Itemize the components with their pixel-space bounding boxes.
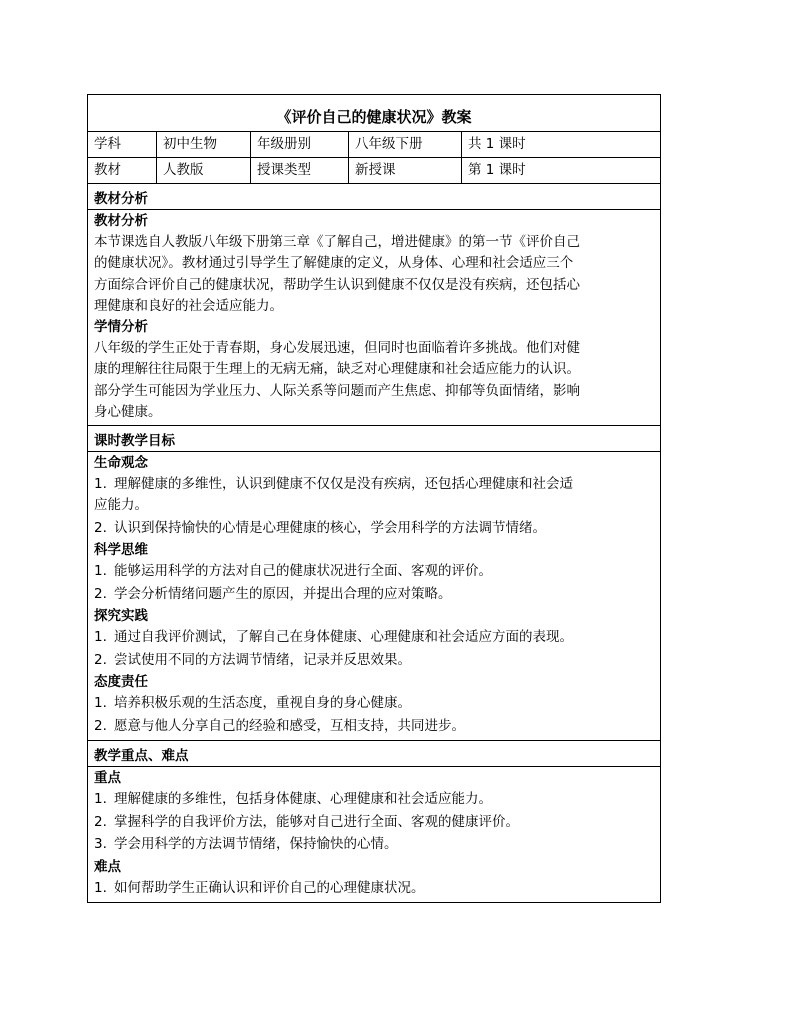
keypoint-item: 1. 理解健康的多维性，包括身体健康、心理健康和社会适应能力。 (94, 791, 492, 808)
document-title: 《评价自己的健康状况》教案 (88, 95, 660, 132)
objective-item: 1. 理解健康的多维性，认识到健康不仅仅是没有疾病，还包括心理健康和社会适 应能力。 (94, 476, 573, 514)
keypoints-section (88, 741, 660, 902)
grade-label: 年级册别 (251, 132, 349, 157)
objective-item: 1. 培养积极乐观的生活态度，重视自身的身心健康。 (94, 695, 411, 712)
grade-value: 八年级下册 (349, 132, 462, 157)
objective-group-title: 生命观念 (94, 455, 148, 472)
current-period: 第 1 课时 (468, 162, 526, 178)
objective-item: 2. 愿意与他人分享自己的经验和感受，互相支持，共同进步。 (94, 717, 465, 734)
textbook-analysis-text: 本节课选自人教版八年级下册第三章《了解自己，增进健康》的第一节《评价自己 的健康状况》。教材通过引导学生了解健康的定义，从身体、心理和社会适应三个 方面综合评价自己的健康状况，帮助学生认识到健康不仅仅是没有疾病，还包括心 理健康和良好的社会适应能力。 (94, 234, 580, 314)
objective-group-title: 态度责任 (94, 674, 148, 691)
keypoint-group-title: 重点 (94, 770, 121, 787)
subject-value: 初中生物 (157, 132, 251, 157)
lesson-type-value: 新授课 (349, 158, 462, 183)
analysis-section (88, 184, 660, 426)
objective-group-title: 探究实践 (94, 608, 148, 625)
analysis-heading: 教材分析 (88, 184, 660, 210)
lesson-plan-document (87, 94, 661, 903)
learner-analysis-title: 学情分析 (94, 319, 148, 336)
objectives-heading: 课时教学目标 (88, 426, 660, 452)
learner-analysis-text: 八年级的学生正处于青春期，身心发展迅速，但同时也面临着许多挑战。他们对健 康的理解往往局限于生理上的无病无痛，缺乏对心理健康和社会适应能力的认识。 部分学生可能因为学业压力、人际关系等问题而产生焦虑、抑郁等负面情绪，影响 身心健康。 (94, 340, 580, 421)
objective-group-title: 科学思维 (94, 542, 148, 559)
textbook-analysis-title: 教材分析 (94, 213, 148, 229)
keypoints-heading: 教学重点、难点 (88, 741, 660, 767)
keypoint-item: 3. 学会用科学的方法调节情绪，保持愉快的心情。 (94, 836, 398, 853)
difficulty-item: 1. 如何帮助学生正确认识和评价自己的心理健康状况。 (94, 879, 425, 896)
objectives-section (88, 426, 660, 741)
objective-item: 2. 学会分析情绪问题产生的原因，并提出合理的应对策略。 (94, 585, 452, 602)
objective-item: 1. 能够运用科学的方法对自己的健康状况进行全面、客观的评价。 (94, 563, 492, 580)
info-row-1 (88, 132, 660, 158)
subject-label: 学科 (88, 132, 157, 157)
textbook-value: 人教版 (157, 158, 251, 183)
objective-item: 1. 通过自我评价测试，了解自己在身体健康、心理健康和社会适应方面的表现。 (94, 629, 573, 646)
total-periods: 共 1 课时 (468, 136, 526, 152)
objective-item: 2. 认识到保持愉快的心情是心理健康的核心，学会用科学的方法调节情绪。 (94, 519, 546, 536)
difficulty-group-title: 难点 (94, 858, 121, 875)
textbook-label: 教材 (88, 158, 157, 183)
keypoint-item: 2. 掌握科学的自我评价方法，能够对自己进行全面、客观的健康评价。 (94, 813, 519, 830)
info-row-2 (88, 158, 660, 184)
objective-item: 2. 尝试使用不同的方法调节情绪，记录并反思效果。 (94, 651, 411, 668)
lesson-type-label: 授课类型 (251, 158, 349, 183)
